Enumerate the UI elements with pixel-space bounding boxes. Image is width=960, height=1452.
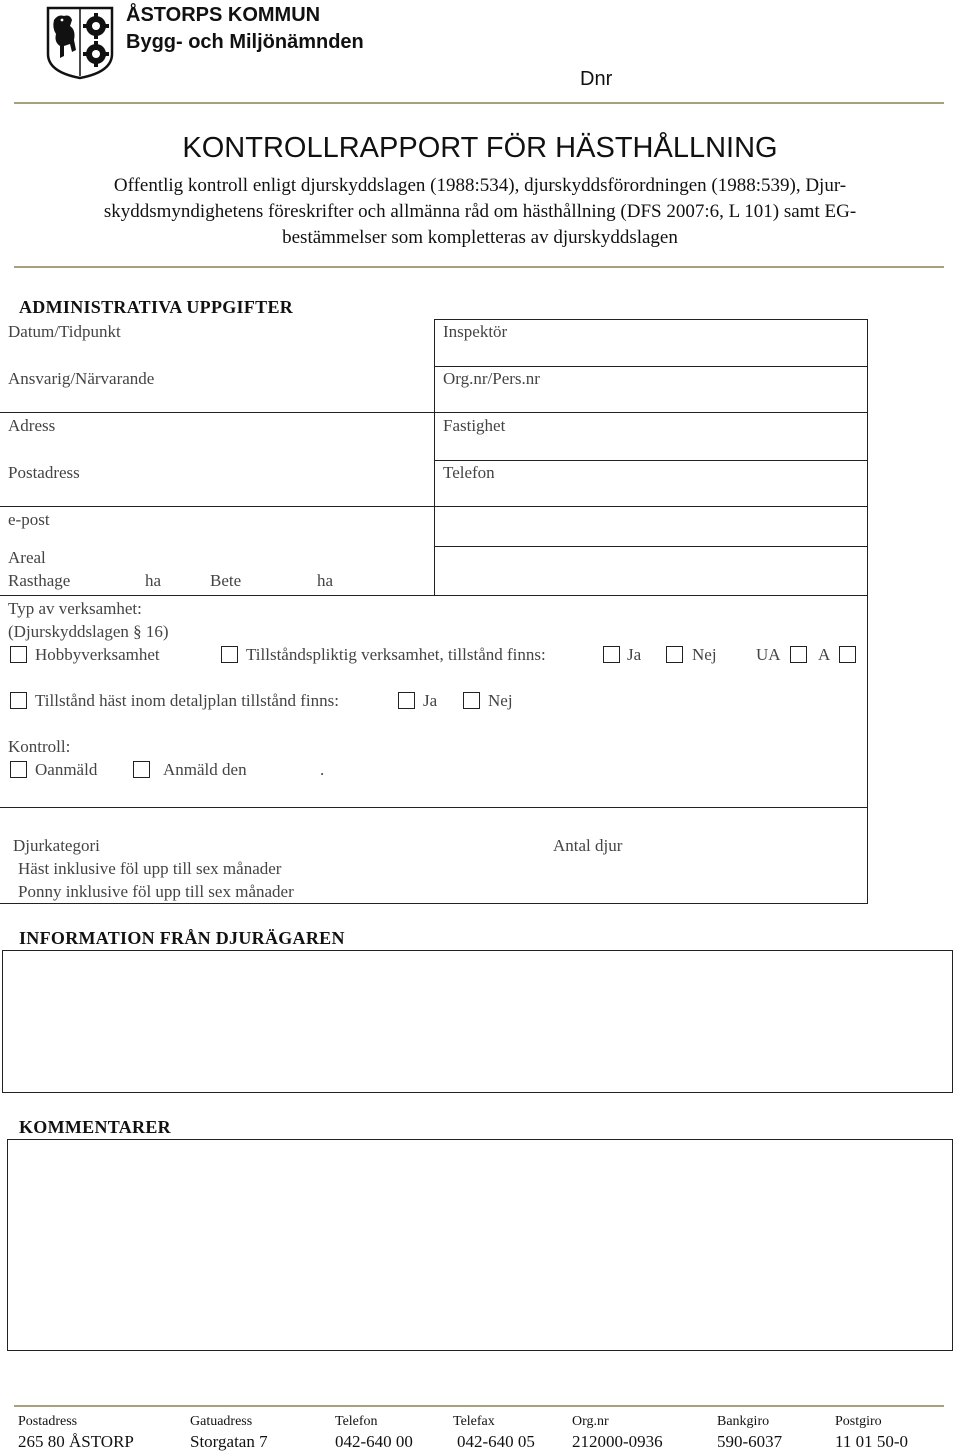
row-line-5	[434, 546, 868, 547]
municipality-logo	[46, 6, 114, 80]
info-heading: INFORMATION FRÅN DJURÄGAREN	[19, 928, 345, 948]
admin-right-line	[867, 319, 868, 809]
lag-label: (Djurskyddslagen § 16)	[8, 622, 169, 641]
detaljplan-label: Tillstånd häst inom detaljplan tillstånd finns:	[35, 691, 339, 710]
ua-label: UA	[756, 645, 781, 664]
fastighet-label: Fastighet	[443, 416, 506, 435]
detaljplan-checkbox[interactable]	[10, 692, 27, 709]
hobby-label: Hobbyverksamhet	[35, 645, 160, 664]
row-line-6	[0, 595, 868, 596]
footer-value-telefax: 042-640 05	[457, 1432, 535, 1451]
postadress-label: Postadress	[8, 463, 80, 482]
inspektor-label: Inspektör	[443, 322, 508, 341]
footer-label-bankgiro: Bankgiro	[717, 1414, 770, 1429]
detaljplan-nej-label: Nej	[488, 691, 513, 710]
detaljplan-ja-checkbox[interactable]	[398, 692, 415, 709]
ponny-label: Ponny inklusive föl upp till sex månader	[18, 882, 294, 901]
footer-value-bankgiro: 590-6037	[717, 1432, 783, 1451]
footer-value-gatuadress: Storgatan 7	[190, 1432, 268, 1451]
admin-mid-line	[434, 319, 435, 595]
subtitle-line-3: bestämmelser som kompletteras av djurskyddslagen	[282, 227, 678, 248]
hobby-checkbox[interactable]	[10, 646, 27, 663]
municipality-name: ÅSTORPS KOMMUN	[126, 4, 321, 26]
dnr-label: Dnr	[580, 68, 613, 90]
bete-label: Bete	[210, 571, 242, 590]
footer-rule	[14, 1405, 944, 1407]
adress-label: Adress	[8, 416, 56, 435]
tillstand-ja-label: Ja	[627, 645, 642, 664]
info-textarea[interactable]	[2, 950, 953, 1093]
antal-djur-label: Antal djur	[553, 836, 623, 855]
rasthage-label: Rasthage	[8, 571, 71, 590]
footer-label-orgnr: Org.nr	[572, 1414, 609, 1429]
areal-label: Areal	[8, 548, 46, 567]
detaljplan-nej-checkbox[interactable]	[463, 692, 480, 709]
page-title: KONTROLLRAPPORT FÖR HÄSTHÅLLNING	[182, 132, 778, 164]
admin-heading: ADMINISTRATIVA UPPGIFTER	[19, 297, 294, 317]
tillstand-ja-checkbox[interactable]	[603, 646, 620, 663]
a-label: A	[818, 645, 831, 664]
admin-top-line	[434, 319, 868, 320]
datum-label: Datum/Tidpunkt	[8, 322, 121, 341]
tillstandspliktig-checkbox[interactable]	[221, 646, 238, 663]
header-rule	[14, 102, 944, 104]
footer-value-telefon: 042-640 00	[335, 1432, 413, 1451]
footer-value-postadress: 265 80 ÅSTORP	[18, 1432, 134, 1451]
kontroll-label: Kontroll:	[8, 737, 71, 756]
subtitle-line-1: Offentlig kontroll enligt djurskyddslagen (1988:534), djurskyddsförordningen (1988:539), Djur-	[113, 175, 847, 196]
row-line-3	[434, 460, 868, 461]
title-rule	[14, 266, 944, 268]
orgnr-label: Org.nr/Pers.nr	[443, 369, 540, 388]
footer-label-telefax: Telefax	[453, 1414, 495, 1429]
telefon-label: Telefon	[443, 463, 495, 482]
footer-label-telefon: Telefon	[335, 1414, 378, 1429]
hast-label: Häst inklusive föl upp till sex månader	[18, 859, 282, 878]
tillstand-nej-checkbox[interactable]	[666, 646, 683, 663]
footer-value-orgnr: 212000-0936	[572, 1432, 663, 1451]
detaljplan-ja-label: Ja	[423, 691, 438, 710]
footer-value-postgiro: 11 01 50-0	[835, 1432, 909, 1451]
board-name: Bygg- och Miljönämnden	[126, 31, 364, 53]
row-line-4	[0, 506, 868, 507]
subtitle-line-2: skyddsmyndighetens föreskrifter och allmänna råd om hästhållning (DFS 2007:6, L 101) samt EG-	[103, 201, 857, 222]
bete-ha-label: ha	[317, 571, 334, 590]
ansvarig-label: Ansvarig/Närvarande	[8, 369, 155, 388]
row-line-2	[0, 412, 868, 413]
epost-label: e-post	[8, 510, 50, 529]
row-line-1	[434, 366, 868, 367]
tillstandspliktig-label: Tillståndspliktig verksamhet, tillstånd finns:	[246, 645, 546, 664]
ua-checkbox[interactable]	[790, 646, 807, 663]
typ-label: Typ av verksamhet:	[8, 599, 142, 618]
kommentarer-heading: KOMMENTARER	[19, 1117, 171, 1137]
tillstand-nej-label: Nej	[692, 645, 717, 664]
oanmald-checkbox[interactable]	[10, 761, 27, 778]
footer-label-postgiro: Postgiro	[835, 1414, 882, 1429]
djur-right-line	[867, 809, 868, 904]
anmald-date-dot: .	[320, 760, 325, 779]
oanmald-label: Oanmäld	[35, 760, 98, 779]
footer-label-postadress: Postadress	[18, 1414, 78, 1429]
kommentarer-textarea[interactable]	[7, 1139, 953, 1351]
rasthage-ha-label: ha	[145, 571, 162, 590]
anmald-label: Anmäld den	[163, 760, 247, 779]
djurkategori-label: Djurkategori	[13, 836, 100, 855]
djur-bottom-line	[0, 903, 868, 904]
verksamhet-bottom-line	[0, 807, 868, 808]
footer-label-gatuadress: Gatuadress	[190, 1414, 253, 1429]
anmald-checkbox[interactable]	[133, 761, 150, 778]
a-checkbox[interactable]	[839, 646, 856, 663]
